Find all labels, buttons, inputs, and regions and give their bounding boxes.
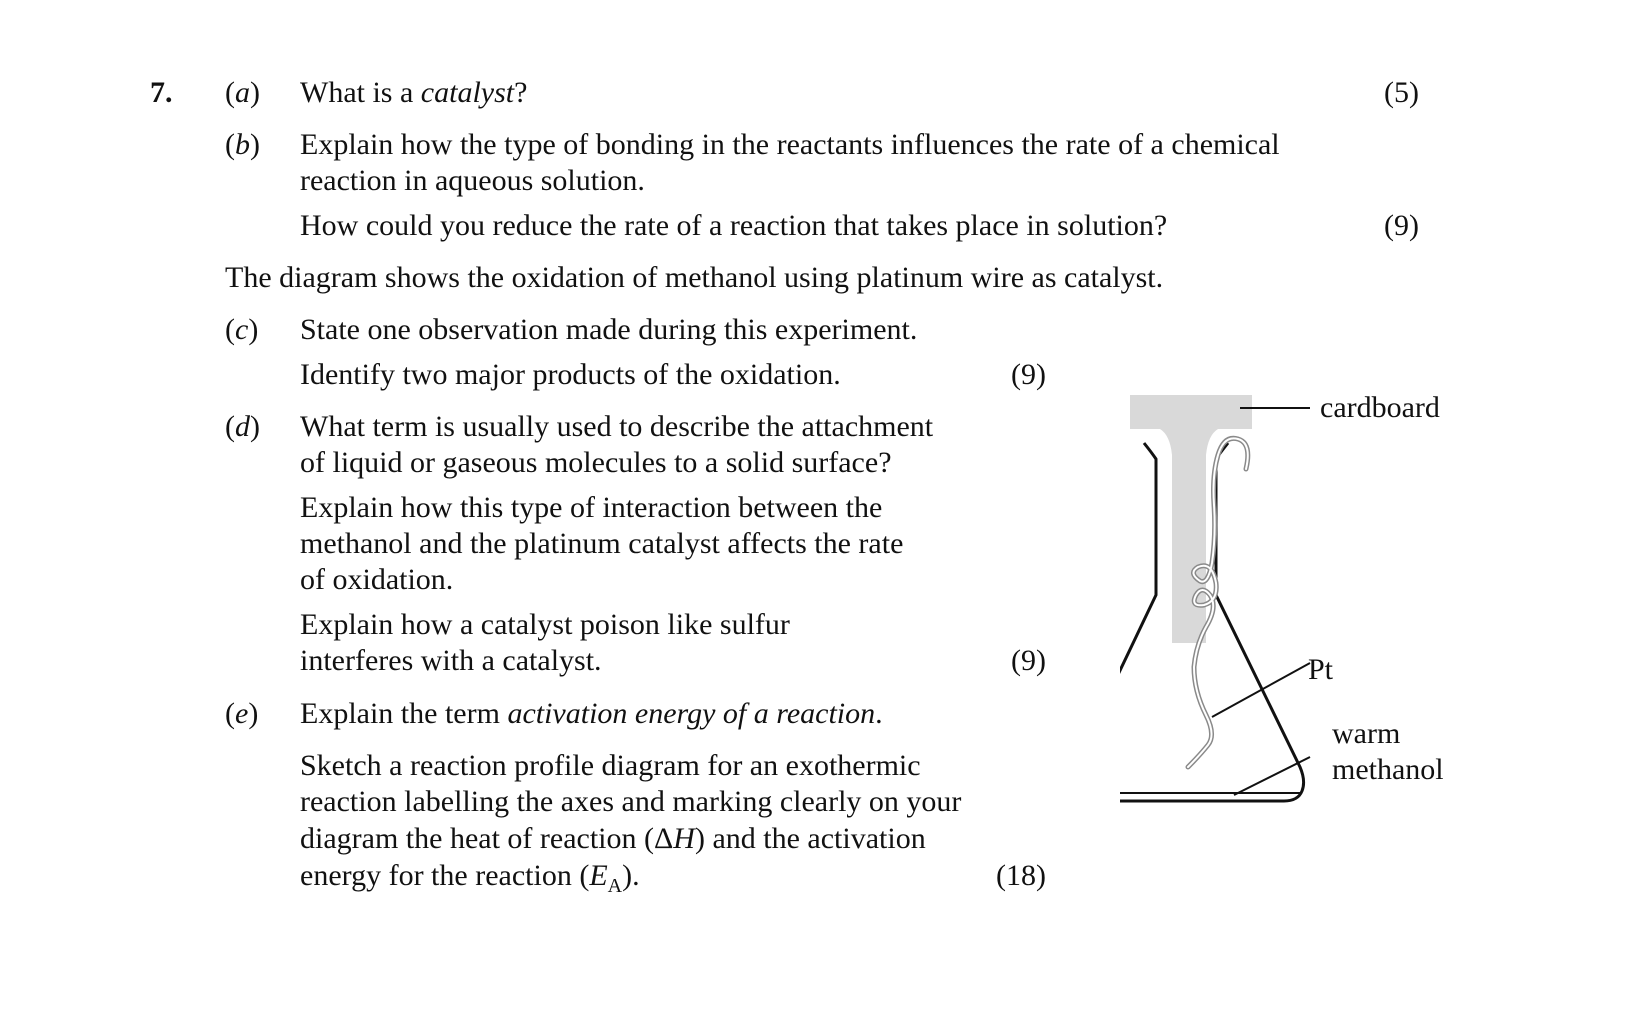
part-e-line-1: Explain the term activation energy of a reaction. (300, 697, 883, 730)
pt-leader (1212, 663, 1310, 717)
part-d-line-3: Explain how this type of interaction between the (300, 491, 883, 524)
flask-diagram-svg (1120, 395, 1640, 875)
part-c-label: (c) (225, 313, 259, 346)
label-warm: warm (1332, 717, 1401, 750)
part-b-label: (b) (225, 128, 260, 161)
part-c-line-1: State one observation made during this experiment. (300, 313, 918, 346)
part-d-line-1: What term is usually used to describe the attachment (300, 410, 934, 443)
label-methanol: methanol (1332, 753, 1444, 786)
part-b-line-3: How could you reduce the rate of a reaction that takes place in solution? (300, 209, 1168, 242)
part-c-line-2: Identify two major products of the oxidation. (300, 358, 841, 391)
part-b-line-1: Explain how the type of bonding in the reactants influences the rate of a chemical (300, 128, 1280, 161)
part-d-marks: (9) (1011, 644, 1046, 677)
part-a-text: What is a catalyst? (300, 76, 528, 109)
diagram-intro: The diagram shows the oxidation of methanol using platinum wire as catalyst. (225, 261, 1164, 294)
part-a-label: (a) (225, 76, 260, 109)
question-number: 7. (150, 76, 173, 109)
part-d-line-6: Explain how a catalyst poison like sulfur (300, 608, 790, 641)
part-d-line-7: interferes with a catalyst. (300, 644, 602, 677)
part-d-line-5: of oxidation. (300, 563, 454, 596)
part-d-line-4: methanol and the platinum catalyst affects the rate (300, 527, 904, 560)
part-e-line-2: Sketch a reaction profile diagram for an exothermic (300, 749, 921, 782)
part-e-line-3: reaction labelling the axes and marking clearly on your (300, 785, 962, 818)
part-b-marks: (9) (1384, 209, 1419, 242)
flask-diagram (1120, 391, 1640, 875)
part-c-marks: (9) (1011, 358, 1046, 391)
part-d-line-2: of liquid or gaseous molecules to a solid surface? (300, 446, 892, 479)
part-b-line-2: reaction in aqueous solution. (300, 164, 645, 197)
part-a-marks: (5) (1384, 76, 1419, 109)
part-e-line-5: energy for the reaction $(E_A)$. (300, 859, 640, 897)
part-e-line-4: diagram the heat of reaction (ΔH) and the activation (300, 822, 926, 855)
part-e-marks: (18) (996, 859, 1046, 892)
part-d-label: (d) (225, 410, 260, 443)
part-e-label: (e) (225, 697, 259, 730)
label-cardboard: cardboard (1320, 391, 1440, 424)
label-pt: Pt (1308, 653, 1334, 686)
methanol-leader (1234, 757, 1310, 795)
cardboard-shape (1130, 395, 1252, 643)
